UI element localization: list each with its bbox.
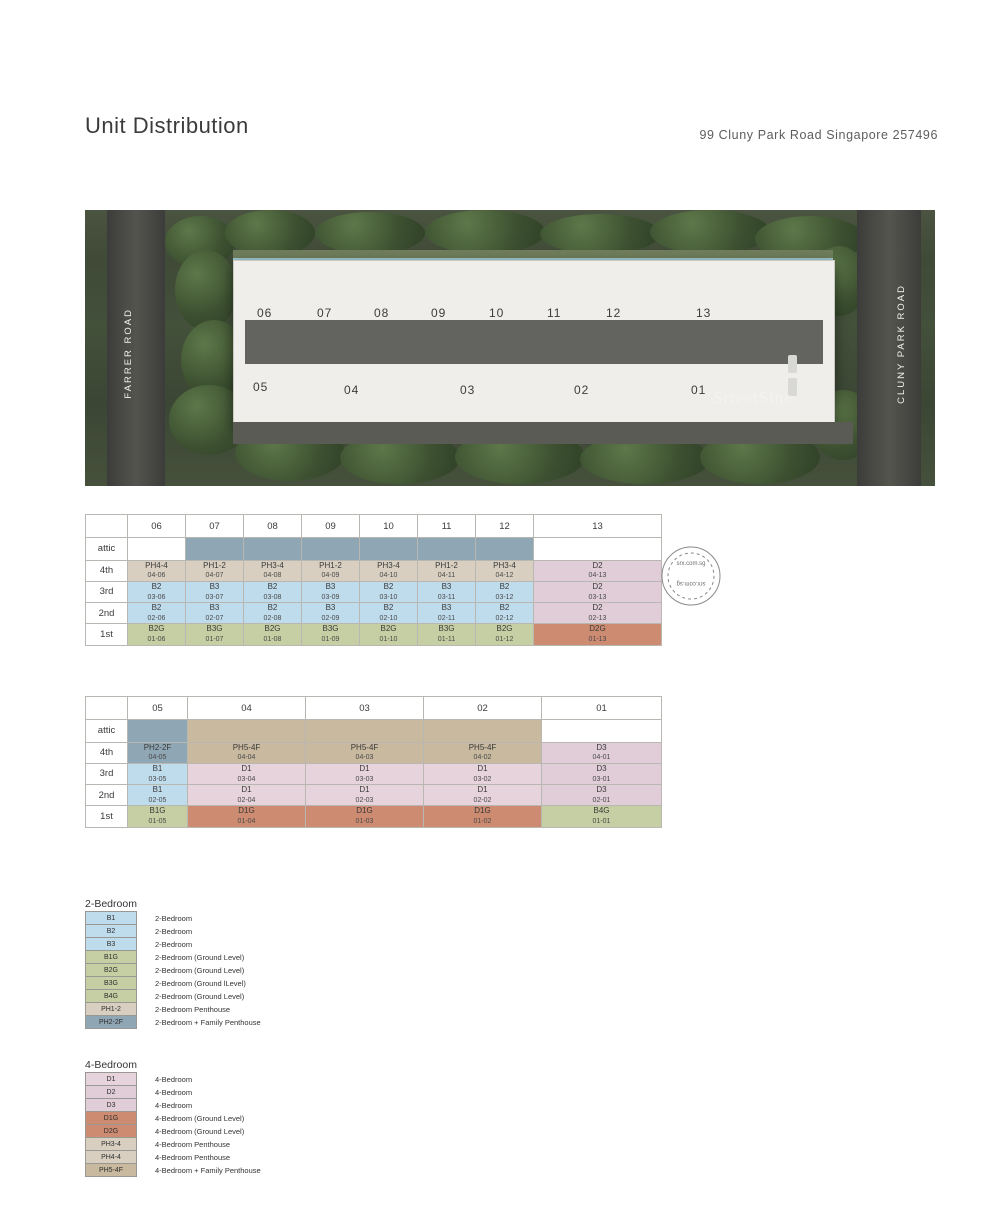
unit-cell-03-12: B2 03-12	[476, 581, 534, 602]
unit-cell-03-02: D1 03-02	[424, 763, 542, 784]
unit-cell-empty	[418, 538, 476, 561]
legend-code-PH4-4: PH4-4	[86, 1151, 137, 1164]
siteplan-unit-08: 08	[374, 306, 390, 320]
legend-desc-PH5-4F: 4-Bedroom + Family Penthouse	[155, 1165, 261, 1175]
unit-cell-03-05: B1 03-05	[128, 763, 188, 784]
table-row	[86, 603, 662, 624]
unit-cell-empty	[476, 538, 534, 561]
unit-cell-02-03: D1 02-03	[306, 785, 424, 806]
row-header-4th: 4th	[86, 560, 128, 581]
row-header-3rd: 3rd	[86, 581, 128, 602]
unit-cell-03-03: D1 03-03	[306, 763, 424, 784]
unit-cell-01-03: D1G 01-03	[306, 806, 424, 827]
siteplan-unit-02: 02	[574, 383, 590, 397]
legend-code-B4G: B4G	[86, 990, 137, 1003]
unit-cell-empty	[534, 538, 662, 561]
unit-cell-04-06: PH4-4 04-06	[128, 560, 186, 581]
project-address: 99 Cluny Park Road Singapore 257496	[699, 128, 938, 142]
unit-cell-04-08: PH3-4 04-08	[244, 560, 302, 581]
svg-text:srx.com.sg: srx.com.sg	[676, 580, 706, 586]
srx-stamp	[660, 545, 722, 607]
legend-row	[86, 1125, 261, 1138]
unit-cell-01-12: B2G 01-12	[476, 624, 534, 645]
unit-distribution-table-upper	[85, 514, 662, 646]
legend-row	[86, 990, 261, 1003]
siteplan-unit-04: 04	[344, 383, 360, 397]
unit-cell-03-06: B2 03-06	[128, 581, 186, 602]
legend-code-B2G: B2G	[86, 964, 137, 977]
unit-cell-01-10: B2G 01-10	[360, 624, 418, 645]
legend-desc-B2G: 2-Bedroom (Ground Level)	[155, 965, 245, 975]
unit-cell-02-04: D1 02-04	[188, 785, 306, 806]
table-row	[86, 581, 662, 602]
siteplan-unit-07: 07	[317, 306, 333, 320]
legend-desc-D3: 4-Bedroom	[155, 1100, 193, 1110]
unit-cell-01-08: B2G 01-08	[244, 624, 302, 645]
column-header-03: 03	[306, 697, 424, 720]
unit-cell-04-07: PH1-2 04-07	[186, 560, 244, 581]
legend-code-D1G: D1G	[86, 1112, 137, 1125]
table-body	[86, 720, 662, 828]
tree-cluster	[175, 250, 237, 330]
road-label-farrer: FARRER ROAD	[123, 308, 134, 399]
legend-code-D2: D2	[86, 1086, 137, 1099]
legend-desc-PH3-4: 4-Bedroom Penthouse	[155, 1139, 231, 1149]
legend-desc-B2: 2-Bedroom	[155, 926, 193, 936]
unit-cell-01-01: B4G 01-01	[542, 806, 662, 827]
unit-distribution-table-lower	[85, 696, 662, 828]
unit-cell-04-01: D3 04-01	[542, 742, 662, 763]
unit-cell-03-01: D3 03-01	[542, 763, 662, 784]
legend-desc-PH2-2F: 2-Bedroom + Family Penthouse	[155, 1017, 261, 1027]
unit-cell-02-10: B2 02-10	[360, 603, 418, 624]
legend-title-4bed: 4-Bedroom	[85, 1059, 137, 1071]
unit-cell-03-10: B2 03-10	[360, 581, 418, 602]
row-header-4th: 4th	[86, 742, 128, 763]
column-header-01: 01	[542, 697, 662, 720]
row-header-1st: 1st	[86, 806, 128, 827]
unit-cell-empty	[424, 720, 542, 743]
table-row	[86, 785, 662, 806]
legend-row	[86, 1151, 261, 1164]
legend-row	[86, 1003, 261, 1016]
legend-row	[86, 1164, 261, 1177]
column-header-09: 09	[302, 515, 360, 538]
unit-cell-empty	[244, 538, 302, 561]
unit-cell-04-11: PH1-2 04-11	[418, 560, 476, 581]
legend-row	[86, 977, 261, 990]
legend-desc-D2: 4-Bedroom	[155, 1087, 193, 1097]
legend-title-2bed: 2-Bedroom	[85, 898, 137, 910]
legend-row	[86, 925, 261, 938]
unit-cell-01-07: B3G 01-07	[186, 624, 244, 645]
unit-cell-empty	[186, 538, 244, 561]
site-plan-image	[85, 210, 935, 486]
tree-cluster	[425, 210, 545, 254]
legend-desc-B3: 2-Bedroom	[155, 939, 193, 949]
unit-cell-02-11: B3 02-11	[418, 603, 476, 624]
column-header-11: 11	[418, 515, 476, 538]
legend-row	[86, 912, 261, 925]
unit-cell-02-13: D2 02-13	[534, 603, 662, 624]
legend-code-B2: B2	[86, 925, 137, 938]
unit-cell-02-09: B3 02-09	[302, 603, 360, 624]
legend-desc-D1G: 4-Bedroom (Ground Level)	[155, 1113, 245, 1123]
building-courtyard	[245, 320, 823, 364]
legend-desc-B3G: 2-Bedroom (Ground lLevel)	[155, 978, 246, 988]
unit-cell-01-13: D2G 01-13	[534, 624, 662, 645]
siteplan-unit-12: 12	[606, 306, 622, 320]
unit-cell-03-08: B2 03-08	[244, 581, 302, 602]
table-row	[86, 560, 662, 581]
unit-cell-01-11: B3G 01-11	[418, 624, 476, 645]
table-row	[86, 720, 662, 743]
unit-cell-01-06: B2G 01-06	[128, 624, 186, 645]
driveway	[233, 422, 853, 444]
tree-cluster	[650, 210, 770, 254]
legend-desc-PH1-2: 2-Bedroom Penthouse	[155, 1004, 231, 1014]
row-header-2nd: 2nd	[86, 603, 128, 624]
unit-cell-03-11: B3 03-11	[418, 581, 476, 602]
row-header-3rd: 3rd	[86, 763, 128, 784]
unit-cell-02-02: D1 02-02	[424, 785, 542, 806]
legend-row	[86, 1016, 261, 1029]
unit-cell-04-04: PH5-4F 04-04	[188, 742, 306, 763]
legend-code-PH5-4F: PH5-4F	[86, 1164, 137, 1177]
siteplan-unit-11: 11	[547, 306, 562, 320]
table-header-row	[86, 515, 662, 538]
column-header-06: 06	[128, 515, 186, 538]
unit-cell-empty	[188, 720, 306, 743]
legend-code-PH2-2F: PH2-2F	[86, 1016, 137, 1029]
legend-code-B3G: B3G	[86, 977, 137, 990]
legend-row	[86, 964, 261, 977]
car	[788, 378, 797, 396]
legend-4bedroom	[85, 1072, 261, 1177]
unit-cell-empty	[302, 538, 360, 561]
column-header-02: 02	[424, 697, 542, 720]
tree-cluster	[540, 214, 660, 254]
unit-cell-empty	[128, 538, 186, 561]
road-label-cluny: CLUNY PARK ROAD	[896, 284, 907, 404]
unit-cell-01-04: D1G 01-04	[188, 806, 306, 827]
unit-cell-empty	[542, 720, 662, 743]
unit-cell-01-05: B1G 01-05	[128, 806, 188, 827]
unit-cell-02-06: B2 02-06	[128, 603, 186, 624]
row-header-2nd: 2nd	[86, 785, 128, 806]
column-header-12: 12	[476, 515, 534, 538]
unit-cell-03-04: D1 03-04	[188, 763, 306, 784]
legend-desc-B1G: 2-Bedroom (Ground Level)	[155, 952, 245, 962]
unit-cell-04-12: PH3-4 04-12	[476, 560, 534, 581]
tree-cluster	[315, 212, 425, 254]
legend-code-PH3-4: PH3-4	[86, 1138, 137, 1151]
row-header-attic: attic	[86, 538, 128, 561]
column-header-04: 04	[188, 697, 306, 720]
unit-cell-01-09: B3G 01-09	[302, 624, 360, 645]
row-header-1st: 1st	[86, 624, 128, 645]
legend-row	[86, 1073, 261, 1086]
unit-cell-02-08: B2 02-08	[244, 603, 302, 624]
unit-cell-02-01: D3 02-01	[542, 785, 662, 806]
siteplan-unit-09: 09	[431, 306, 447, 320]
legend-row	[86, 1138, 261, 1151]
table-row	[86, 538, 662, 561]
legend-code-B1: B1	[86, 912, 137, 925]
legend-desc-B1: 2-Bedroom	[155, 913, 193, 923]
table-row	[86, 742, 662, 763]
unit-cell-03-07: B3 03-07	[186, 581, 244, 602]
legend-code-D2G: D2G	[86, 1125, 137, 1138]
table-row	[86, 806, 662, 827]
legend-2bedroom	[85, 911, 261, 1029]
table-body	[86, 538, 662, 646]
car	[788, 355, 797, 373]
unit-cell-02-12: B2 02-12	[476, 603, 534, 624]
column-header-blank	[86, 697, 128, 720]
legend-desc-D2G: 4-Bedroom (Ground Level)	[155, 1126, 245, 1136]
siteplan-unit-05: 05	[253, 380, 269, 394]
column-header-blank	[86, 515, 128, 538]
road-cluny-park	[857, 210, 921, 486]
legend-desc-D1: 4-Bedroom	[155, 1074, 193, 1084]
siteplan-unit-06: 06	[257, 306, 273, 320]
page-title: Unit Distribution	[85, 113, 249, 138]
unit-cell-02-05: B1 02-05	[128, 785, 188, 806]
legend-row	[86, 1099, 261, 1112]
unit-cell-04-02: PH5-4F 04-02	[424, 742, 542, 763]
table-row	[86, 624, 662, 645]
legend-code-B3: B3	[86, 938, 137, 951]
row-header-attic: attic	[86, 720, 128, 743]
unit-cell-04-05: PH2-2F 04-05	[128, 742, 188, 763]
column-header-05: 05	[128, 697, 188, 720]
legend-code-B1G: B1G	[86, 951, 137, 964]
svg-text:srx.com.sg: srx.com.sg	[676, 561, 706, 567]
legend-row	[86, 938, 261, 951]
siteplan-unit-03: 03	[460, 383, 476, 397]
table-row	[86, 763, 662, 784]
legend-code-PH1-2: PH1-2	[86, 1003, 137, 1016]
unit-cell-03-09: B3 03-09	[302, 581, 360, 602]
road-farrer	[107, 210, 165, 486]
legend-desc-PH4-4: 4-Bedroom Penthouse	[155, 1152, 231, 1162]
unit-cell-empty	[360, 538, 418, 561]
unit-cell-empty	[128, 720, 188, 743]
column-header-13: 13	[534, 515, 662, 538]
column-header-07: 07	[186, 515, 244, 538]
legend-code-D1: D1	[86, 1073, 137, 1086]
legend-row	[86, 1112, 261, 1125]
table-header-row	[86, 697, 662, 720]
column-header-08: 08	[244, 515, 302, 538]
unit-cell-04-13: D2 04-13	[534, 560, 662, 581]
unit-cell-04-10: PH3-4 04-10	[360, 560, 418, 581]
legend-row	[86, 1086, 261, 1099]
siteplan-unit-01: 01	[691, 383, 707, 397]
unit-cell-01-02: D1G 01-02	[424, 806, 542, 827]
legend-code-D3: D3	[86, 1099, 137, 1112]
column-header-10: 10	[360, 515, 418, 538]
unit-cell-04-09: PH1-2 04-09	[302, 560, 360, 581]
watermark: StreetSine	[713, 388, 793, 407]
unit-cell-03-13: D2 03-13	[534, 581, 662, 602]
legend-desc-B4G: 2-Bedroom (Ground Level)	[155, 991, 245, 1001]
legend-row	[86, 951, 261, 964]
siteplan-unit-13: 13	[696, 306, 712, 320]
siteplan-unit-10: 10	[489, 306, 505, 320]
unit-cell-04-03: PH5-4F 04-03	[306, 742, 424, 763]
unit-cell-empty	[306, 720, 424, 743]
unit-cell-02-07: B3 02-07	[186, 603, 244, 624]
